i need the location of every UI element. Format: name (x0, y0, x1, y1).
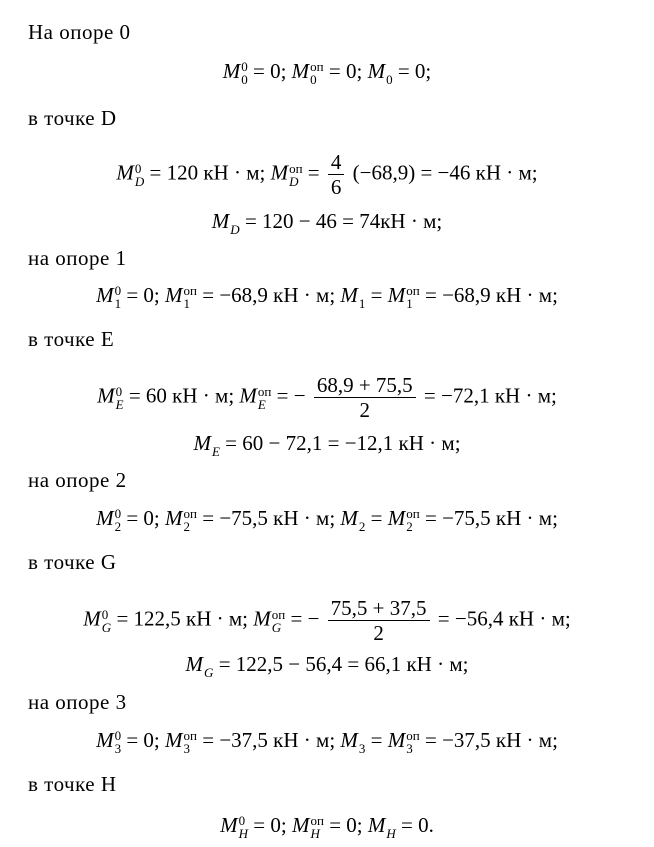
formula-point-d-moments: M 0 D = 120 кН · м; M оп D = $\frac{4}{6}$ (−68,9) = −46 кН · м; (116, 150, 538, 199)
formula-point-h: M 0 H = 0; M оп H = 0; M H = 0. (220, 813, 434, 842)
formula-support-1: M 0 1 = 0; M оп 1 = −68,9 кН · м; M 1 = M оп 1 = −68,9 кН · м; (96, 283, 558, 312)
formula-support-2: M 0 2 = 0; M оп 2 = −75,5 кН · м; M 2 = M оп 2 = −75,5 кН · м; (96, 506, 558, 535)
heading-point-g: в точке G (28, 550, 117, 574)
formula-point-e-moments: M 0 E = 60 кН · м; M оп E = − $\frac{68,9 + 75,5}{2}$ = −72,1 кН · м; (97, 373, 557, 422)
heading-point-h: в точке H (28, 772, 117, 796)
formula-point-d-total: M D = 120 − 46 = 74кН · м; (211, 209, 443, 238)
formula-support-3: M 0 3 = 0; M оп 3 = −37,5 кН · м; M 3 = M оп 3 = −37,5 кН · м; (96, 728, 558, 757)
heading-support-1: на опоре 1 (28, 246, 127, 270)
heading-support-0: На опоре 0 (28, 20, 131, 44)
formula-support-0: M 0 0 = 0; M оп 0 = 0; M 0 = 0; (222, 59, 432, 88)
heading-point-e: в точке E (28, 327, 115, 351)
heading-support-3: на опоре 3 (28, 690, 127, 714)
heading-point-d: в точке D (28, 106, 117, 130)
formula-point-e-total: M E = 60 − 72,1 = −12,1 кН · м; (193, 431, 461, 460)
formula-point-g-moments: M 0 G = 122,5 кН · м; M оп G = − $\frac{75,5 + 37,5}{2}$ = −56,4 кН · м; (83, 596, 571, 645)
heading-support-2: на опоре 2 (28, 468, 127, 492)
formula-point-g-total: M G = 122,5 − 56,4 = 66,1 кН · м; (185, 652, 469, 681)
